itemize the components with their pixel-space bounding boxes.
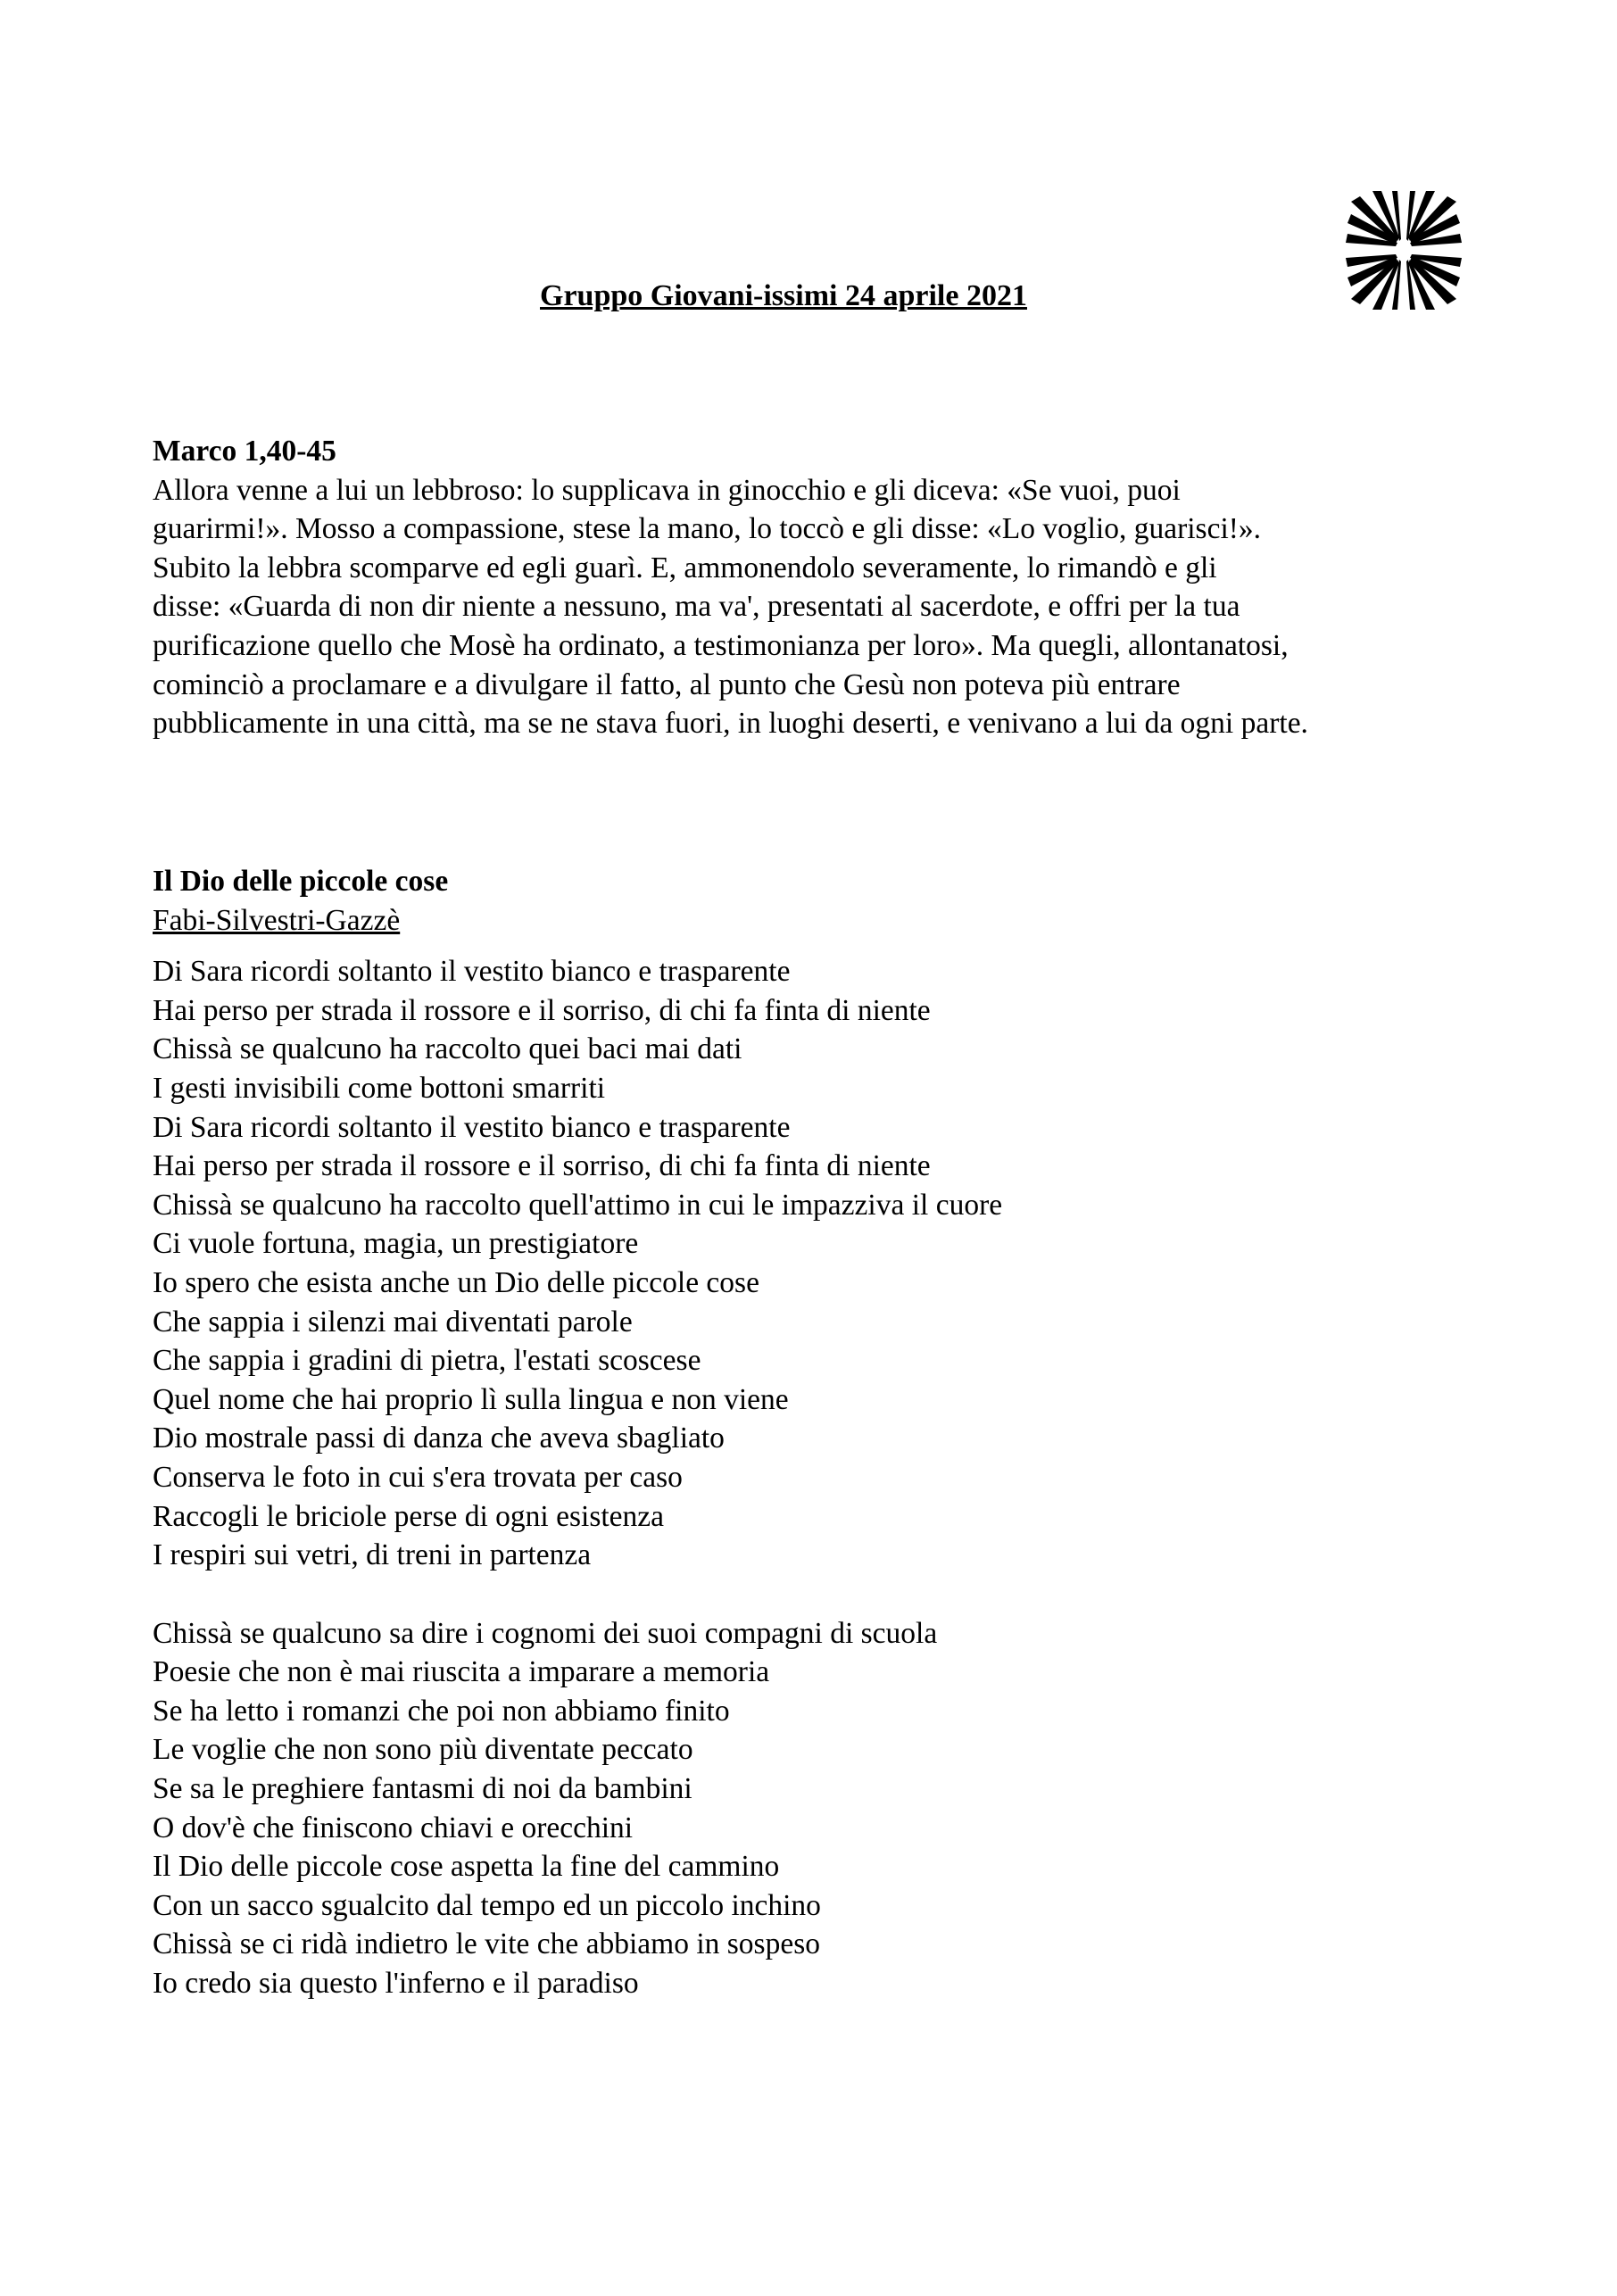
lyric-line: Chissà se qualcuno ha raccolto quei baci mai dati: [153, 1032, 742, 1066]
lyric-line: Ci vuole fortuna, magia, un prestigiatore: [153, 1227, 639, 1261]
lyric-line: Con un sacco sgualcito dal tempo ed un piccolo inchino: [153, 1888, 821, 1922]
gospel-reading-section: [153, 432, 1464, 743]
lyric-line: Il Dio delle piccole cose aspetta la fine del cammino: [153, 1850, 780, 1884]
lyric-line: Dio mostrale passi di danza che aveva sbagliato: [153, 1422, 725, 1455]
song-stanza-2: [153, 1614, 1464, 2003]
lyric-line: Se sa le preghiere fantasmi di noi da bambini: [153, 1772, 692, 1806]
document-title: Gruppo Giovani-issimi 24 aprile 2021: [540, 279, 1027, 312]
passage-line: cominciò a proclamare e a divulgare il fatto, al punto che Gesù non poteva più entrare: [153, 667, 1181, 701]
stanza-spacer: [153, 1575, 1464, 1614]
song-stanza-1: [153, 952, 1464, 1575]
reading-passage: [153, 471, 1464, 743]
passage-line: purificazione quello che Mosè ha ordinato, a testimonianza per loro». Ma quegli, allontanatosi,: [153, 628, 1289, 662]
passage-line: pubblicamente in una città, ma se ne stava fuori, in luoghi deserti, e venivano a lui da ogni parte.: [153, 707, 1308, 741]
lyric-line: Di Sara ricordi soltanto il vestito bianco e trasparente: [153, 955, 791, 989]
song-authors: Fabi-Silvestri-Gazzè: [153, 903, 401, 937]
lyric-line: Se ha letto i romanzi che poi non abbiamo finito: [153, 1694, 730, 1728]
lyric-line: Chissà se ci ridà indietro le vite che abbiamo in sospeso: [153, 1927, 820, 1961]
song-section: [153, 862, 1464, 2003]
lyric-line: Poesie che non è mai riuscita a imparare a memoria: [153, 1655, 770, 1689]
lyric-line: I gesti invisibili come bottoni smarriti: [153, 1071, 606, 1105]
reading-heading: Marco 1,40-45: [153, 435, 336, 468]
lyric-line: Io spero che esista anche un Dio delle piccole cose: [153, 1265, 759, 1299]
lyric-line: Hai perso per strada il rossore e il sorriso, di chi fa finta di niente: [153, 1149, 931, 1183]
song-title: Il Dio delle piccole cose: [153, 865, 449, 898]
lyric-line: Chissà se qualcuno sa dire i cognomi dei suoi compagni di scuola: [153, 1616, 938, 1650]
lyric-line: Conserva le foto in cui s'era trovata per caso: [153, 1460, 683, 1494]
lyric-line: Che sappia i silenzi mai diventati parole: [153, 1305, 633, 1339]
lyric-line: Io credo sia questo l'inferno e il paradiso: [153, 1967, 639, 2001]
lyric-line: Hai perso per strada il rossore e il sorriso, di chi fa finta di niente: [153, 993, 931, 1027]
lyric-line: Chissà se qualcuno ha raccolto quell'attimo in cui le impazziva il cuore: [153, 1188, 1003, 1222]
lyric-line: Che sappia i gradini di pietra, l'estati scoscese: [153, 1344, 701, 1378]
lyric-line: I respiri sui vetri, di treni in partenza: [153, 1538, 592, 1572]
lyric-line: Di Sara ricordi soltanto il vestito bianco e trasparente: [153, 1110, 791, 1144]
passage-line: Subito la lebbra scomparve ed egli guarì. E, ammonendolo severamente, lo rimandò e gli: [153, 551, 1217, 584]
lyric-line: Raccogli le briciole perse di ogni esistenza: [153, 1499, 665, 1533]
passage-line: guarirmi!». Mosso a compassione, stese la mano, lo toccò e gli disse: «Lo voglio, guarisci!».: [153, 512, 1262, 546]
lyric-line: O dov'è che finiscono chiavi e orecchini: [153, 1811, 634, 1844]
lyric-line: Quel nome che hai proprio lì sulla lingua e non viene: [153, 1382, 789, 1416]
passage-line: Allora venne a lui un lebbroso: lo supplicava in ginocchio e gli diceva: «Se vuoi, puoi: [153, 473, 1181, 507]
passage-line: disse: «Guarda di non dir niente a nessuno, ma va', presentati al sacerdote, e offri per la tua: [153, 590, 1240, 624]
lyric-line: Le voglie che non sono più diventate peccato: [153, 1733, 693, 1767]
